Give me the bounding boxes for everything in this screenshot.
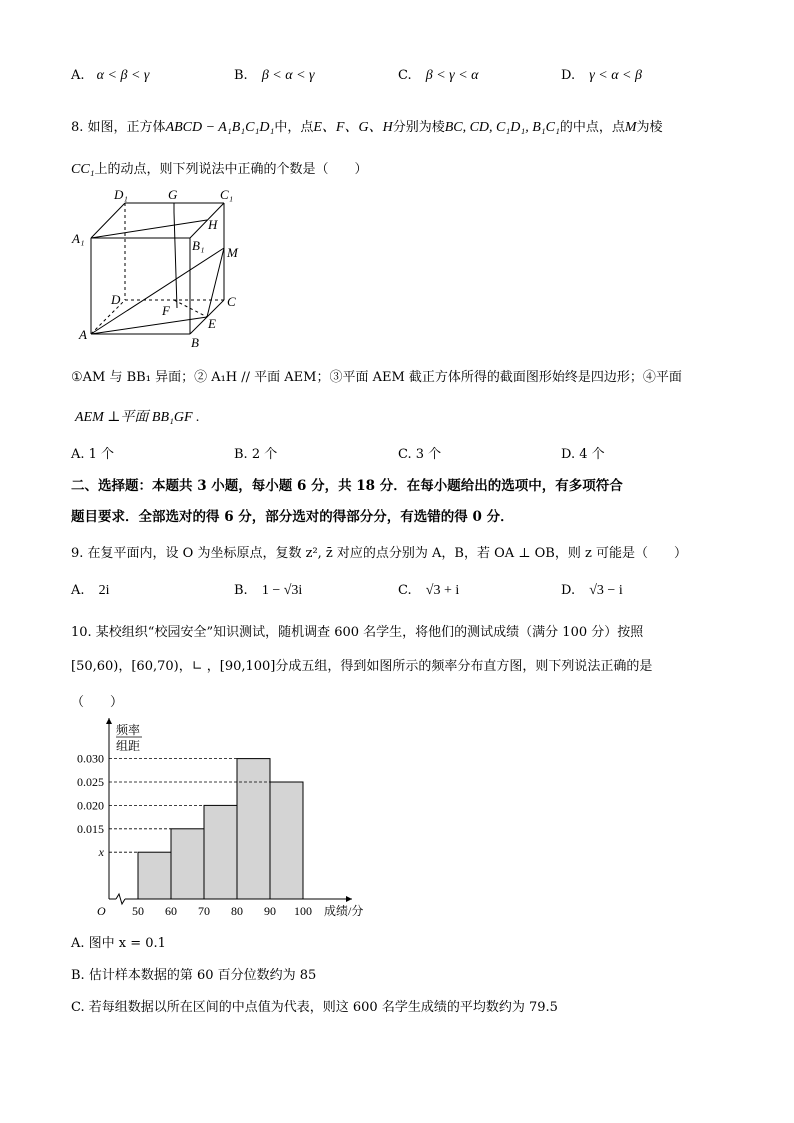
q8-option-d: D. 4 个	[561, 447, 605, 462]
option-text: √3 + i	[425, 583, 460, 598]
q7-option-c	[398, 68, 479, 84]
segment-me	[207, 248, 224, 317]
q7-option-a	[71, 68, 149, 84]
segment-gf	[174, 212, 177, 308]
x-tick-label: 90	[264, 904, 276, 918]
label-d: D	[111, 292, 121, 307]
option-text: α < β < γ	[96, 68, 150, 83]
q8-stem-line2	[71, 158, 368, 178]
histogram-bar	[204, 805, 237, 899]
frequency-histogram	[60, 712, 380, 922]
axis-break-mark	[116, 894, 125, 904]
histogram-bar	[138, 852, 171, 899]
histogram-bar	[270, 782, 303, 899]
histogram-bar	[237, 759, 270, 899]
q9-option-c	[398, 583, 459, 599]
q8-statements-line2: AEM ⊥平面 BB₁GF .	[75, 410, 200, 425]
stem-text: 为棱	[636, 120, 663, 135]
q9-stem: 9. 在复平面内，设 O 为坐标原点，复数 z², z̄ 对应的点分别为 A，B，若 OA ⊥ OB，则 z 可能是（ ）	[71, 546, 687, 561]
option-label: B.	[234, 68, 248, 83]
label-c1: C₁	[220, 187, 234, 202]
label-a1: A₁	[72, 231, 85, 246]
q10-stem-line1: 10. 某校组织“校园安全”知识测试，随机调查 600 名学生，将他们的测试成绩（满分 100 分）按照	[71, 625, 644, 640]
y-axis-label-top: 频率	[116, 723, 141, 737]
point-m: M	[624, 120, 637, 135]
stem-text: 中，点	[274, 120, 314, 135]
option-label: C.	[398, 68, 412, 83]
q9-option-d	[561, 583, 623, 599]
edge-cc1: CC₁	[71, 162, 95, 177]
q9-option-a	[71, 583, 110, 599]
label-b1: B₁	[192, 238, 205, 253]
option-text: 2i	[98, 583, 110, 598]
q9-option-b	[234, 583, 302, 599]
label-f: F	[162, 303, 170, 318]
x-tick-label: 70	[198, 904, 210, 918]
label-g: G	[168, 187, 178, 202]
y-tick-label: x	[98, 845, 104, 860]
y-axis-label-bottom: 组距	[116, 739, 141, 753]
section2-heading-line1: 二、选择题：本题共 3 小题，每小题 6 分，共 18 分．在每小题给出的选项中，有多项符合	[71, 478, 623, 494]
label-h: H	[208, 217, 218, 232]
stem-text: 的中点，点	[559, 120, 625, 135]
q10-option-a: A. 图中 x = 0.1	[71, 936, 166, 951]
option-text: β < γ < α	[425, 68, 479, 83]
q8-option-c: C. 3 个	[398, 447, 442, 462]
x-tick-label: 80	[231, 904, 243, 918]
segment-am	[91, 248, 224, 334]
q10-stem-line3: （ ）	[71, 695, 124, 710]
option-text: γ < α < β	[589, 68, 642, 83]
segment-a1h	[91, 220, 207, 238]
label-a: A	[79, 327, 87, 342]
q7-option-d	[561, 68, 642, 84]
edge-a1d1	[91, 203, 125, 238]
section2-heading-line2: 题目要求．全部选对的得 6 分，部分选对的得部分分，有选错的得 0 分．	[71, 509, 514, 525]
points-text: E、F、G、H	[313, 120, 393, 135]
histogram-bar	[171, 829, 204, 899]
option-text: √3 − i	[589, 583, 623, 598]
q8-statements-line1: ①AM 与 BB₁ 异面；② A₁H // 平面 AEM；③平面 AEM 截正方体所得的截面图形始终是四边形；④平面	[71, 370, 682, 385]
label-e: E	[208, 316, 216, 331]
q7-option-b	[234, 68, 315, 84]
option-label: B.	[234, 583, 248, 598]
q10-option-c: C. 若每组数据以所在区间的中点值为代表，则这 600 名学生成绩的平均数约为 79.5	[71, 1000, 558, 1015]
y-tick-label: 0.025	[77, 775, 104, 789]
option-text: β < α < γ	[261, 68, 315, 83]
label-d1: D₁	[114, 187, 128, 202]
label-m: M	[227, 245, 238, 260]
y-tick-label: 0.020	[77, 798, 104, 813]
cube-name: ABCD − A₁B₁C₁D₁	[165, 120, 275, 135]
x-tick-label: 50	[132, 904, 144, 918]
label-c: C	[227, 294, 236, 309]
origin-label: O	[97, 904, 106, 918]
stem-text: 上的动点，则下列说法中正确的个数是（ ）	[94, 162, 368, 177]
option-label: D.	[561, 583, 576, 598]
cube-figure	[70, 182, 260, 350]
label-b: B	[191, 335, 199, 350]
stem-text: 分别为棱	[392, 120, 445, 135]
q8-option-b: B. 2 个	[234, 447, 278, 462]
x-tick-label: 100	[294, 904, 312, 918]
option-label: D.	[561, 68, 576, 83]
x-axis-label: 成绩/分	[324, 904, 364, 918]
x-tick-label: 60	[165, 904, 177, 918]
q10-option-b: B. 估计样本数据的第 60 百分位数约为 85	[71, 968, 317, 983]
option-text: 1 − √3i	[261, 583, 303, 598]
y-tick-label: 0.030	[77, 751, 104, 766]
q8-stem-line1	[71, 116, 663, 136]
option-label: C.	[398, 583, 412, 598]
q8-option-a: A. 1 个	[71, 447, 115, 462]
q10-stem-line2: [50,60)，[60,70)，∟ ，[90,100]分成五组，得到如图所示的频率分布直方图，则下列说法正确的是	[71, 659, 653, 674]
y-tick-label: 0.015	[77, 821, 104, 836]
edges-text: BC, CD, C₁D₁, B₁C₁	[444, 120, 560, 135]
question-number: 8.	[71, 120, 84, 135]
option-label: A.	[71, 68, 85, 83]
stem-text: 如图，正方体	[87, 120, 166, 135]
option-label: A.	[71, 583, 85, 598]
